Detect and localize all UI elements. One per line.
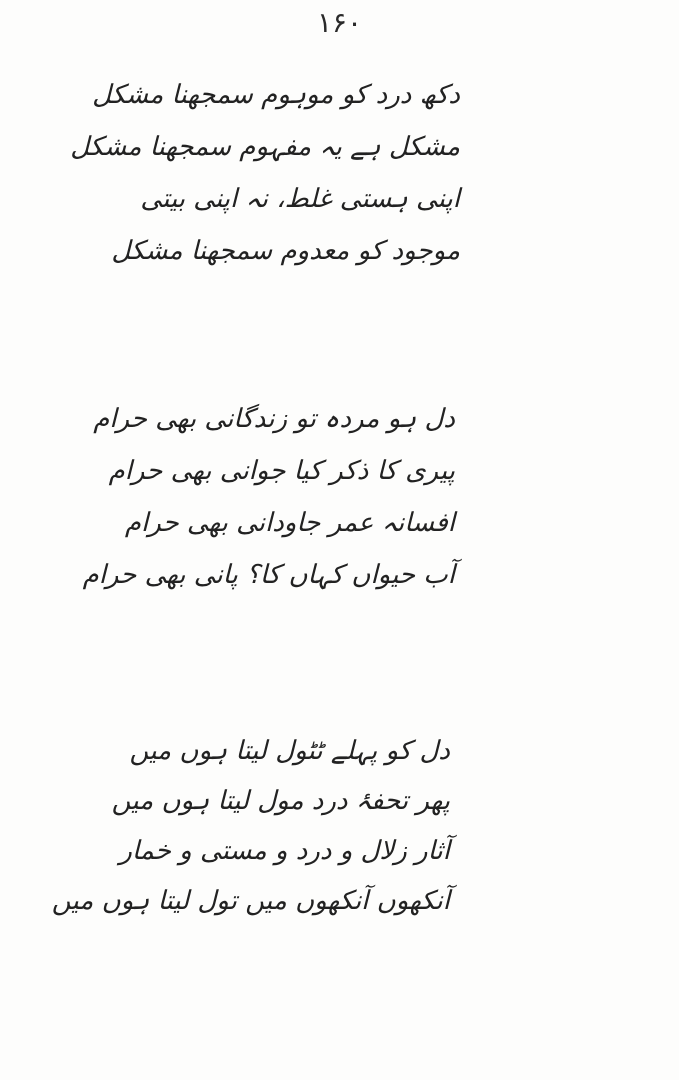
page-number: ۱۶۰ <box>316 6 363 39</box>
stanza-2 <box>82 404 455 612</box>
verse-line: مشکل ہے یہ مفہوم سمجھنا مشکل <box>70 132 460 162</box>
verse-line: آب حیواں کہاں کا؟ پانی بھی حرام <box>82 560 455 590</box>
verse-line: پیری کا ذکر کیا جوانی بھی حرام <box>108 456 455 486</box>
verse-line: موجود کو معدوم سمجھنا مشکل <box>111 236 460 266</box>
verse-line: آنکھوں آنکھوں میں تول لیتا ہوں میں <box>51 886 450 916</box>
verse-line: اپنی ہستی غلط، نہ اپنی بیتی <box>140 184 460 214</box>
verse-line: دل کو پہلے ٹٹول لیتا ہوں میں <box>129 736 450 766</box>
stanza-1 <box>70 80 460 288</box>
stanza-3 <box>51 736 450 936</box>
verse-line: پھر تحفۂ درد مول لیتا ہوں میں <box>111 786 450 816</box>
verse-line: دکھ درد کو موہوم سمجھنا مشکل <box>92 80 460 110</box>
verse-line: آثار زلال و درد و مستی و خمار <box>119 836 450 866</box>
verse-line: افسانہ عمر جاودانی بھی حرام <box>124 508 455 538</box>
verse-line: دل ہو مردہ تو زندگانی بھی حرام <box>93 404 455 434</box>
